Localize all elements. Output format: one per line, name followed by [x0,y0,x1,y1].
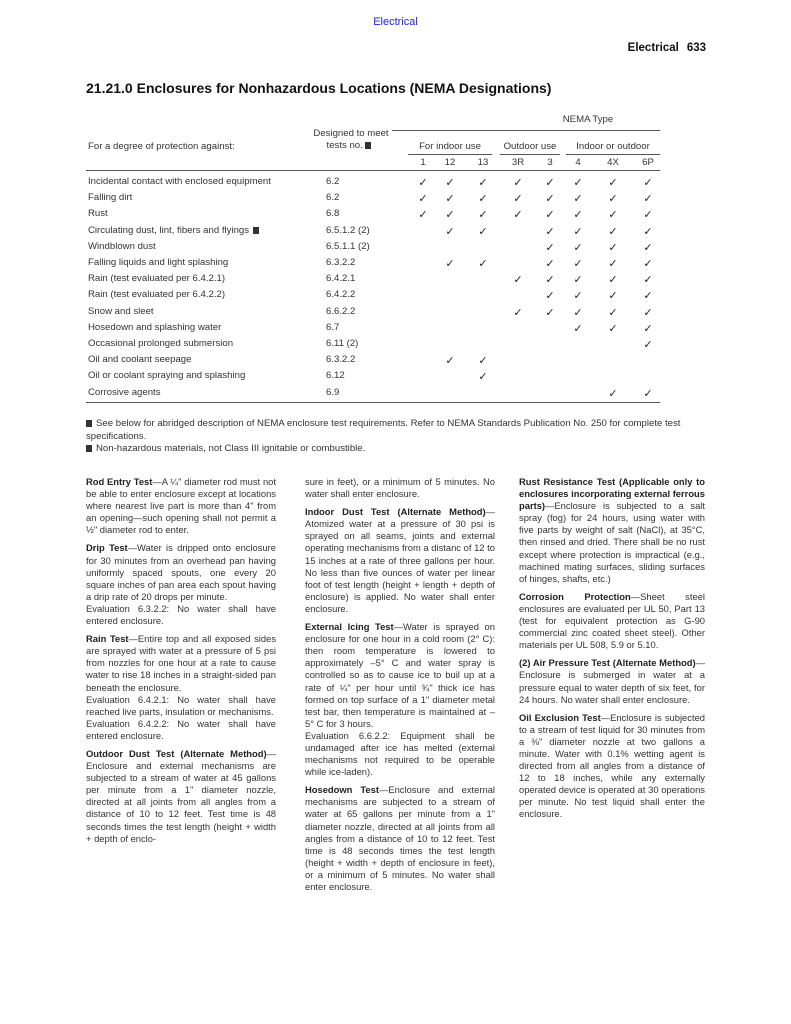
check-mark-icon: ✓ [608,209,618,222]
hosedown-para [305,784,495,893]
check-mark-icon: ✓ [643,290,653,303]
row-test-number: 6.4.2.2 [326,289,356,301]
check-mark-icon: ✓ [643,387,653,400]
check-mark-icon: ✓ [445,209,455,222]
group-indoor: For indoor use [419,141,481,152]
drip-text: —Water is dripped onto enclosure for 30 minutes from an overhead pan having uniformly spaced spouts, one every 20 square inches of pan area each spout having a drip rate of 20 drops per minute. [86,542,276,602]
check-mark-icon: ✓ [608,177,618,189]
drip-heading: Drip Test [86,542,128,554]
check-mark-icon: ✓ [643,177,653,189]
icing-text: —Water is sprayed on enclosure for one hour in a cold room (2° C): then room temperature is lowered to approximately –5° C and water spray is controlled so as to cause ice to buil up at a rate of ¼" per hour until ¾" thick ice has formed on top surface of a 1" diameter metal test bar, then temperature is maintained at –5° C for 3 hours. [305,621,495,729]
check-mark-icon: ✓ [608,274,618,287]
hosedown-text: —Enclosure and external mechanisms are subjected to a stream of water at 65 gallons per minute from a 1" diameter nozzle, directed at all joints from all angles from a distance of 10 to 12 feet. Test time is 48 seconds times the test length (height + width + depth of enclosure in feet), or a minimum of 5 minutes. No water shall enter enclosure. [305,784,495,892]
hosedown-heading: Hosedown Test [305,784,379,796]
rain-evaluation-2: Evaluation 6.4.2.2: No water shall have entered enclosure. [86,717,276,741]
table-row [86,370,666,386]
column-header: 3R [511,157,525,168]
check-mark-icon: ✓ [643,225,653,238]
oil-exclusion-para [519,712,705,821]
row-test-number: 6.6.2.2 [326,305,356,317]
row-test-number: 6.5.1.1 (2) [326,240,370,252]
corrosion-heading: Corrosion Protection [519,590,631,602]
air-pressure-text: —Enclosure is submerged in water at a pressure equal to water depth of six feet, for 24 hours. No water shall enter enclosure. [519,657,705,705]
running-header [628,42,706,54]
check-mark-icon: ✓ [573,290,583,303]
check-mark-icon: ✓ [643,339,653,351]
row-label: Hosedown and splashing water [88,321,222,333]
group-rule-outdoor [500,154,560,155]
footnote-1-text: See below for abridged description of NEMA enclosure test requirements. Refer to NEMA Standards Publication No. 250 for complete test specifications. [86,418,681,442]
header-rule-bottom [86,170,660,171]
designed-line-2: tests no. [326,140,363,151]
oil-exclusion-text: —Enclosure is subjected to a stream of test liquid for 30 minutes from a ⅜" diameter nozzle at two gallons a minute. Water with 0.1% wetting agent is directed from all angles from a distance of 12 to 18 inches, while any externally operated device is operated at 30 operations per minute. No test liquid shall enter the enclosure. [519,711,705,820]
row-test-number: 6.11 (2) [326,338,359,349]
check-mark-icon: ✓ [643,274,653,287]
rain-text: —Entire top and all exposed sides are sprayed with water at a pressure of 5 psi from nozzles for one hour at a rate to cause water to rise 18 inches in a straight-sided pan beneath the enclosure. [86,633,277,693]
rain-para [86,633,276,742]
footnote-marker-icon [253,227,259,234]
check-mark-icon: ✓ [608,290,618,303]
protection-header: For a degree of protection against: [88,141,235,152]
group-rule-indoor-outdoor [566,154,660,155]
check-mark-icon: ✓ [608,241,618,254]
indoor-dust-heading: Indoor Dust Test (Alternate Method) [305,506,486,518]
air-pressure-para [519,657,705,705]
oil-exclusion-heading: Oil Exclusion Test [519,711,601,723]
group-outdoor: Outdoor use [503,141,557,152]
check-mark-icon: ✓ [643,306,653,319]
row-test-number: 6.5.1.2 (2) [326,224,370,236]
outdoor-dust-text: —Enclosure and external mechanisms are subjected to a stream of water at 45 gallons per minute from a 1" diameter nozzle, directed at all joints from all angles from a distance of 10 to 12 feet. Test time is 48 seconds times the test length (height + width + depth of enclo- [86,747,276,844]
check-mark-icon: ✓ [573,209,583,222]
table-row [86,241,666,257]
row-test-number: 6.12 [326,370,345,382]
check-mark-icon: ✓ [573,177,583,189]
check-mark-icon: ✓ [545,290,555,303]
check-mark-icon: ✓ [608,258,618,270]
row-label: Rust [88,208,108,220]
indoor-dust-text: —Atomized water at a pressure of 30 psi is sprayed on all seams, joints and external operating mechanisms from a distanc of 12 to 15 inches at a rate of three gallons per hour. No less than five ounces of water per linear foot of test length (height + length + depth of enclosure) is applied. No water shall enter enclosure. [305,506,495,614]
icing-evaluation: Evaluation 6.6.2.2: Equipment shall be undamaged after ice has melted (external mechanisms not required to be operable while ice-laden). [305,729,495,778]
check-mark-icon: ✓ [643,193,653,206]
check-mark-icon: ✓ [545,177,555,189]
column-header: 1 [420,157,426,168]
check-mark-icon: ✓ [478,371,488,384]
check-mark-icon: ✓ [513,306,523,319]
header-rule-top [392,130,660,131]
table-row [86,354,666,370]
text-column-3 [519,476,705,827]
icing-para [305,621,495,778]
rust-text: —Enclosure is subjected to a salt spray (fog) for 24 hours, using water with five parts by weight of salt (NaCl), at 35°C, then rinsed and dried. There shall be no rust except where protection is impractical (e.g., machined mating surfaces, sliding surfaces of hinges, shafts, etc.) [519,500,705,584]
check-mark-icon: ✓ [643,322,653,335]
rod-entry-para [86,476,276,536]
check-mark-icon: ✓ [545,225,555,238]
group-indoor-outdoor: Indoor or outdoor [576,141,650,152]
check-mark-icon: ✓ [478,258,488,270]
air-pressure-heading: (2) Air Pressure Test (Alternate Method) [519,657,696,669]
table-row [86,225,666,241]
row-label: Occasional prolonged submersion [88,338,234,349]
check-mark-icon: ✓ [478,209,488,222]
row-label: Windblown dust [88,240,156,252]
table-row [86,322,666,338]
check-mark-icon: ✓ [418,209,428,222]
table-row [86,257,666,273]
table-row [86,192,666,208]
row-test-number: 6.3.2.2 [326,257,356,268]
header-section: Electrical [627,42,679,54]
check-mark-icon: ✓ [478,177,488,189]
column-header: 4 [575,157,581,168]
designed-line-1: Designed to meet [313,128,389,139]
column-header: 4X [607,157,619,168]
footnote-1 [86,418,686,443]
check-mark-icon: ✓ [573,306,583,319]
check-mark-icon: ✓ [608,322,618,335]
check-mark-icon: ✓ [608,387,618,400]
check-mark-icon: ✓ [643,258,653,270]
rust-heading: Rust Resistance Test (Applicable only to enclosures incorporating external ferrous parts) [519,476,705,512]
row-test-number: 6.2 [326,192,340,204]
row-label: Falling dirt [88,192,133,204]
rod-entry-heading: Rod Entry Test [86,476,153,487]
row-label: Rain (test evaluated per 6.4.2.1) [88,273,226,285]
column-header: 12 [444,157,456,168]
check-mark-icon: ✓ [545,209,555,222]
row-test-number: 6.7 [326,321,340,333]
table-row [86,208,666,224]
check-mark-icon: ✓ [445,177,455,189]
icing-heading: External Icing Test [305,621,394,633]
row-label: Snow and sleet [88,305,154,317]
check-mark-icon: ✓ [545,306,555,319]
rust-para [519,476,705,585]
check-mark-icon: ✓ [445,193,455,206]
check-mark-icon: ✓ [573,274,583,287]
footnote-2 [86,443,686,456]
check-mark-icon: ✓ [573,241,583,254]
check-mark-icon: ✓ [445,225,455,238]
check-mark-icon: ✓ [478,225,488,238]
check-mark-icon: ✓ [513,209,523,222]
check-mark-icon: ✓ [418,193,428,206]
check-mark-icon: ✓ [573,258,583,270]
corrosion-text: —Sheet steel enclosures are evaluated per UL 50, Part 13 (test for equivalent protection as G-90 commercial zinc coated sheet steel). Other materials per UL 508, 5.9 or 5.10. [519,590,705,651]
table-row [86,306,666,322]
check-mark-icon: ✓ [643,241,653,254]
check-mark-icon: ✓ [608,225,618,238]
check-mark-icon: ✓ [643,209,653,222]
check-mark-icon: ✓ [573,193,583,206]
rod-entry-text: —A ¼" diameter rod must not be able to enter enclosure except at locations where nearest live part is more than 4" from an opening—such opening shall not permit a ½" diameter rod to enter. [86,476,276,536]
check-mark-icon: ✓ [445,258,455,270]
check-mark-icon: ✓ [513,193,523,206]
row-label: Falling liquids and light splashing [88,257,229,268]
row-test-number: 6.9 [326,386,340,398]
page-number: 633 [686,42,706,54]
check-mark-icon: ✓ [608,306,618,319]
footnote-marker-icon [86,445,92,452]
table-row [86,273,666,289]
row-test-number: 6.8 [326,208,340,220]
table-row [86,176,666,192]
row-test-number: 6.3.2.2 [326,354,356,366]
row-label: Rain (test evaluated per 6.4.2.2) [88,289,226,301]
electrical-link[interactable]: Electrical [373,16,418,28]
continued-para: sure in feet), or a minimum of 5 minutes. No water shall enter enclosure. [305,476,495,500]
check-mark-icon: ✓ [478,355,488,368]
drip-para [86,542,276,627]
indoor-dust-para [305,506,495,615]
row-test-number: 6.2 [326,176,340,187]
row-label: Incidental contact with enclosed equipment [88,176,271,187]
row-label: Corrosive agents [88,386,161,398]
outdoor-dust-para [86,748,276,845]
outdoor-dust-heading: Outdoor Dust Test (Alternate Method) [86,747,267,759]
row-test-number: 6.4.2.1 [326,273,356,285]
rain-evaluation-1: Evaluation 6.4.2.1: No water shall have reached live parts, insulation or mechanisms. [86,693,276,717]
designed-header [306,128,396,152]
check-mark-icon: ✓ [513,274,523,287]
footnote-2-text: Non-hazardous materials, not Class III ignitable or combustible. [96,443,366,454]
check-mark-icon: ✓ [445,355,455,368]
nema-type-label: NEMA Type [562,114,614,125]
drip-evaluation: Evaluation 6.3.2.2: No water shall have entered enclosure. [86,602,276,627]
check-mark-icon: ✓ [545,193,555,206]
column-header: 13 [477,157,489,168]
table-row [86,387,666,403]
section-title: 21.21.0 Enclosures for Nonhazardous Locations (NEMA Designations) [86,80,552,96]
table-row [86,289,666,305]
footnote-marker-icon [365,142,371,149]
row-label: Oil or coolant spraying and splashing [88,370,246,382]
rain-heading: Rain Test [86,633,129,645]
row-label-wrap [88,225,263,236]
text-column-1 [86,476,276,851]
column-header: 3 [547,157,553,168]
check-mark-icon: ✓ [513,177,523,189]
group-rule-indoor [408,154,492,155]
check-mark-icon: ✓ [545,274,555,287]
table-row [86,338,666,354]
row-label: Circulating dust, lint, fibers and flyings [88,224,250,236]
check-mark-icon: ✓ [608,193,618,206]
check-mark-icon: ✓ [545,241,555,254]
check-mark-icon: ✓ [418,177,428,189]
row-label: Oil and coolant seepage [88,354,192,366]
check-mark-icon: ✓ [573,322,583,335]
column-header: 6P [642,157,654,168]
check-mark-icon: ✓ [478,193,488,206]
text-column-2 [305,476,495,899]
check-mark-icon: ✓ [545,258,555,270]
table-bottom-rule [86,402,660,403]
check-mark-icon: ✓ [573,225,583,238]
footnote-marker-icon [86,420,92,427]
corrosion-para [519,591,705,651]
